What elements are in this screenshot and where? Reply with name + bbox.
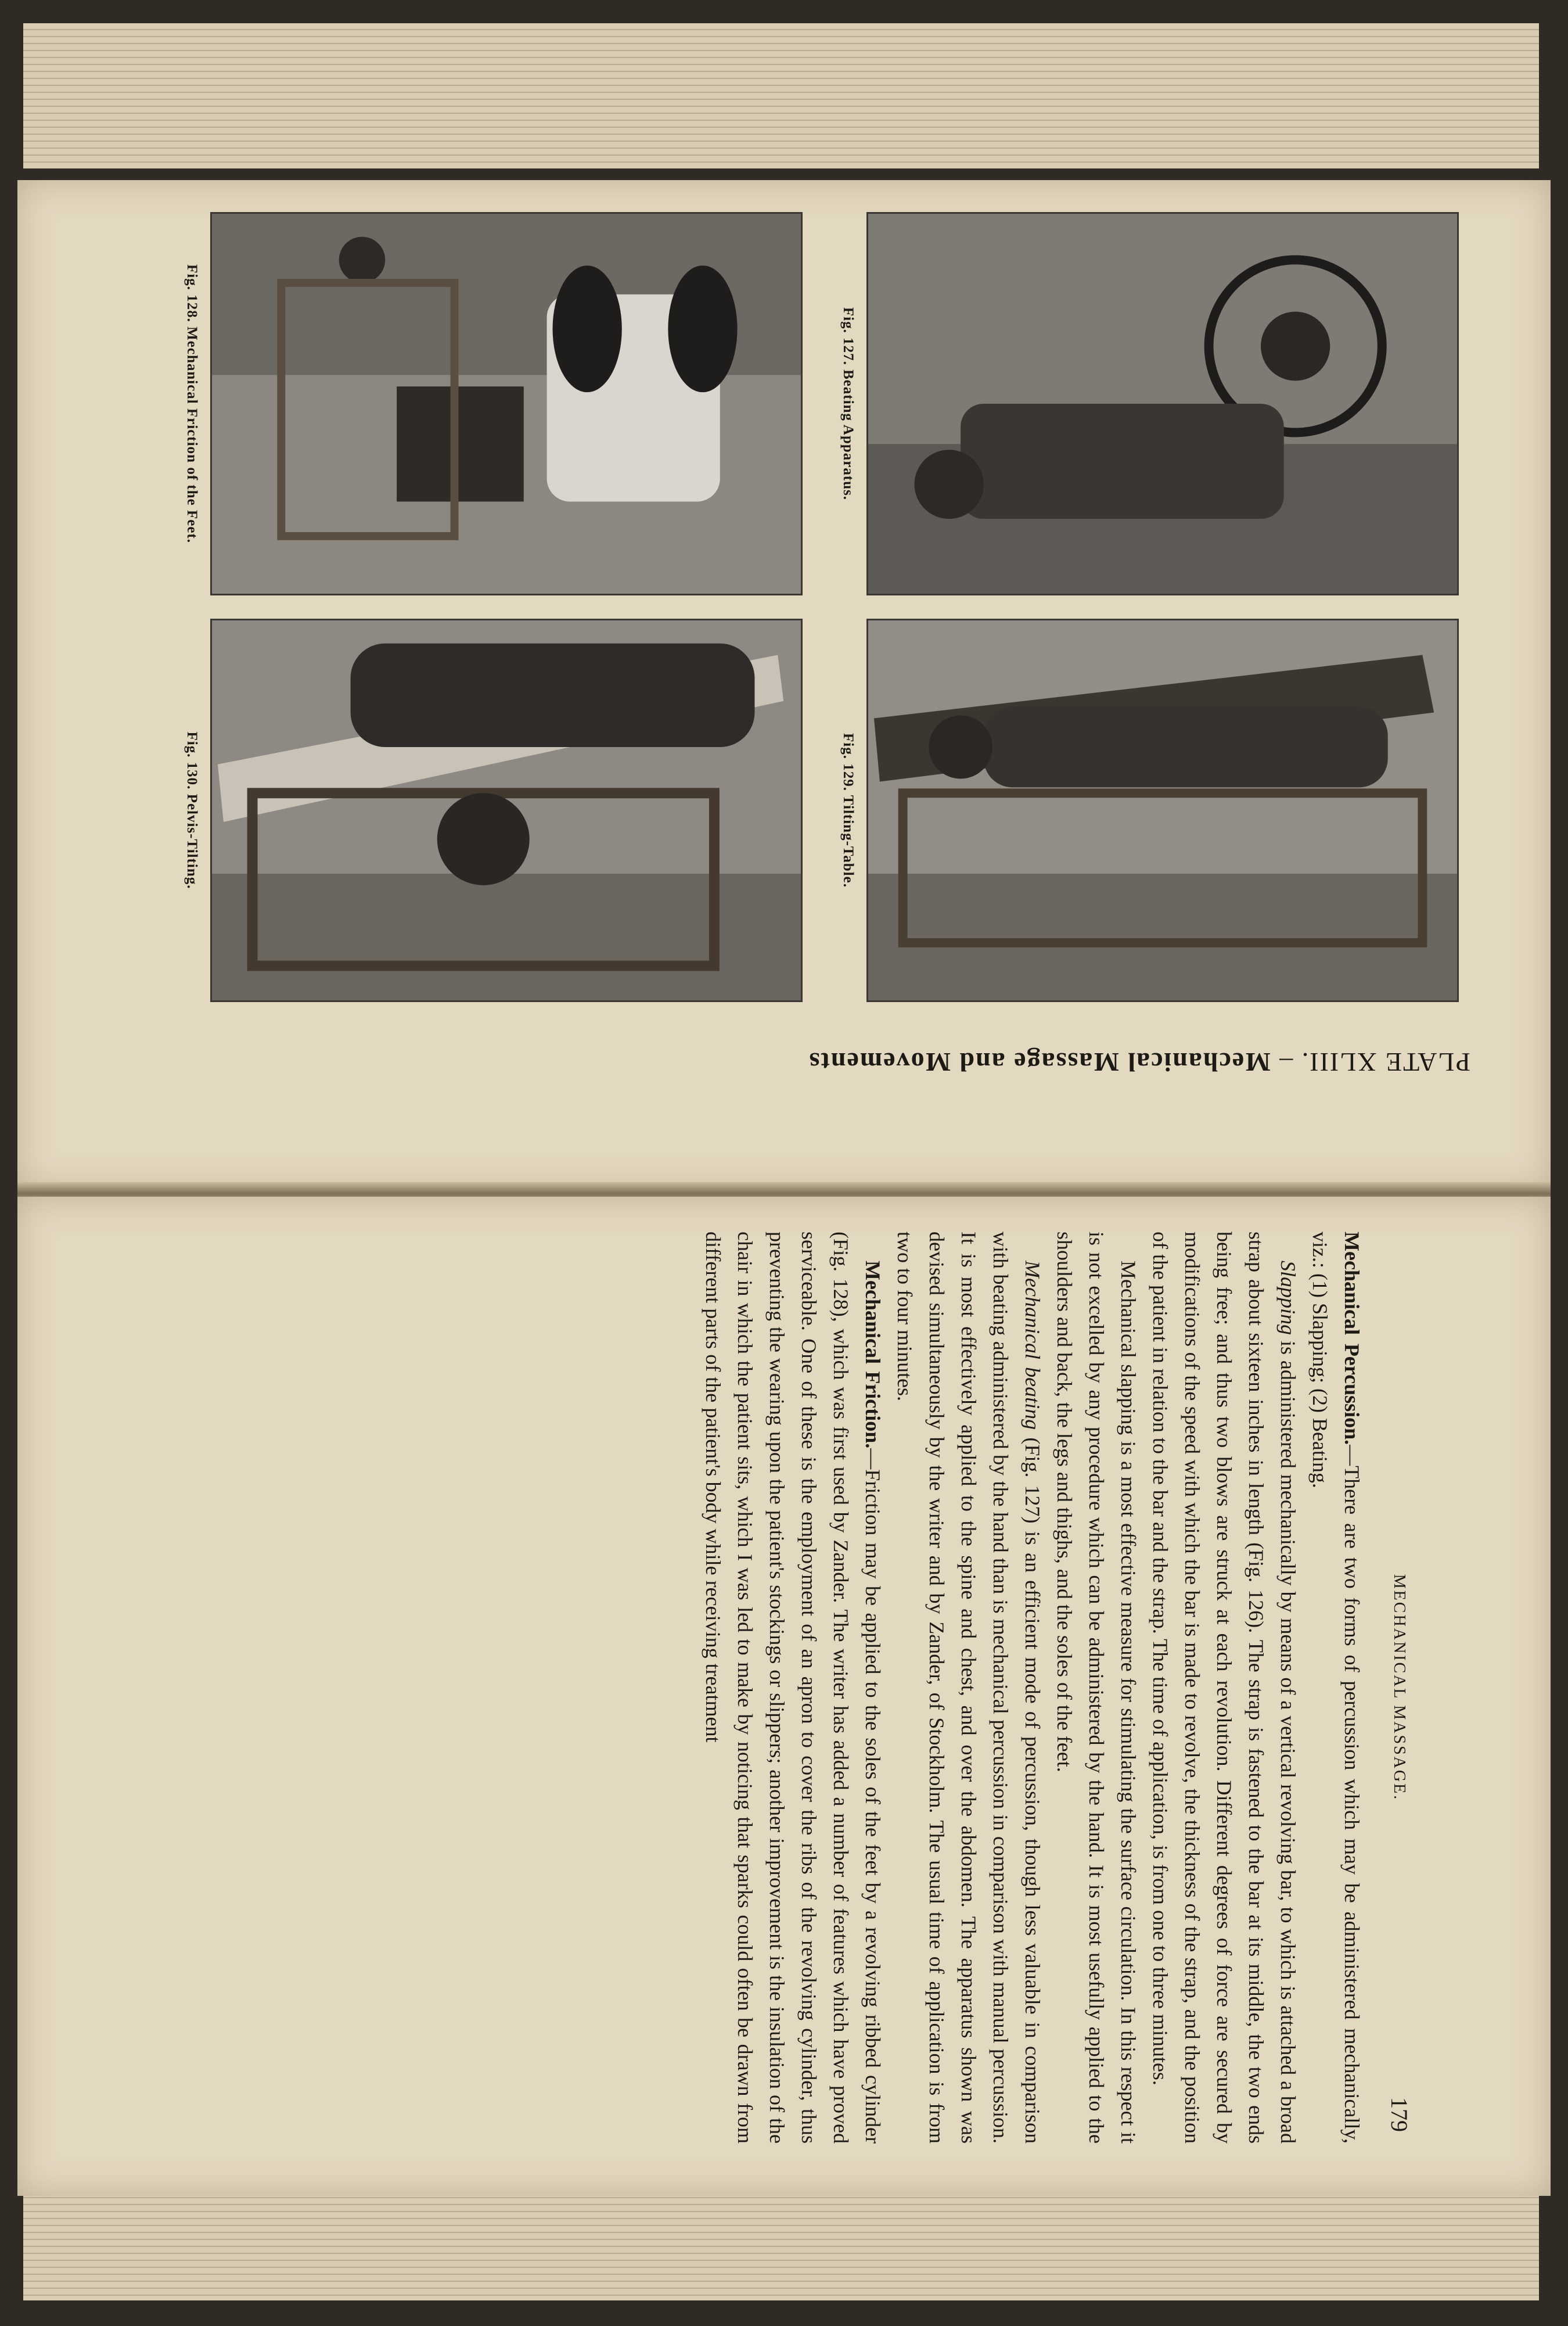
figure-127-caption: Fig. 127. Beating Apparatus.	[840, 307, 856, 501]
paragraph-text: is administered mechanically by means of a vertical revolving bar, to which is attached a broad strap about sixteen inches in length (Fig. 126). The strap is fastened to the bar at its middle, the two ends being free; and thus two blows are struck at each revolution. Different degrees of force are secured by modifications of the speed with which the bar is made to revolve, the thickness of the strap, and the position of the patient in relation to the bar and the strap. The time of application, is from one to three minutes.	[1149, 1232, 1300, 2144]
photo-pelvis-tilting	[210, 619, 803, 1002]
figure-127	[840, 212, 1459, 595]
paragraph-text: Mechanical slapping is a most effective measure for stimulating the surface circulation. In this respect it is not excelled by any procedure which can be administered by the hand. It is most usefully applied to the shoulders and back, the legs and thighs, and the soles of the feet.	[1053, 1232, 1140, 2144]
text-content	[270, 1232, 1412, 2144]
plate-content	[117, 212, 1470, 1194]
term-slapping: Slapping	[1276, 1261, 1300, 1336]
page-edges-bottom	[23, 2184, 1539, 2300]
paragraph-friction	[697, 1232, 889, 2144]
paragraph-percussion	[1304, 1232, 1368, 2144]
paragraph-text: —Friction may be applied to the soles of the feet by a revolving ribbed cylinder (Fig. 128), which was first used by Zander. The writer has added a number of features which have proved serviceable. One of these is the employment of an apron to cover the ribs of the revolving cylinder, thus preventing the wearing upon the patient's stockings or slippers; another improvement is the insulation of the chair in which the patient sits, which I was led to make by noticing that sparks could often be drawn from different parts of the patient's body while receiving treatment	[702, 1232, 884, 2144]
plate-title-subject: Mechanical Massage and Movements	[808, 1047, 1271, 1077]
plate-title	[117, 1037, 1470, 1078]
photo-tilting-table	[866, 619, 1459, 1002]
heading-mechanical-percussion: Mechanical Percussion.	[1340, 1232, 1364, 1445]
figure-128	[184, 212, 803, 595]
term-mechanical-beating: Mechanical beating	[1021, 1261, 1044, 1430]
page-edges-top	[23, 23, 1539, 168]
paragraph-slapping	[1144, 1232, 1304, 2144]
page-number: 179	[1386, 2097, 1412, 2132]
paragraph-slapping-effect	[1048, 1232, 1144, 2144]
figure-128-caption: Fig. 128. Mechanical Friction of the Feet.	[184, 264, 200, 544]
paragraph-text: (Fig. 127) is an efficient mode of percussion, though less valuable in comparison with beating administered by the hand than is mechanical percussion in comparison with manual percussion. It is most effectively applied to the spine and chest, and over the abdomen. The apparatus shown was devised simultaneously by the writer and by Zander, of Stockholm. The usual time of application is from two to four minutes.	[893, 1232, 1044, 2144]
running-head: MECHANICAL MASSAGE.	[1390, 1574, 1408, 1801]
paragraph-text: —There are two forms of percussion which may be administered mechanically, viz.: (1) Slapping; (2) Beating.	[1308, 1232, 1364, 2144]
photo-mechanical-friction-feet	[210, 212, 803, 595]
body-text	[697, 1232, 1368, 2144]
heading-mechanical-friction: Mechanical Friction.	[861, 1261, 884, 1449]
figure-129	[840, 619, 1459, 1002]
paragraph-beating	[889, 1232, 1048, 2144]
figure-129-caption: Fig. 129. Tilting-Table.	[840, 733, 856, 888]
photo-beating-apparatus	[866, 212, 1459, 595]
plate-title-number: PLATE XLIII. –	[1278, 1047, 1470, 1077]
figure-130	[184, 619, 803, 1002]
figure-130-caption: Fig. 130. Pelvis-Tilting.	[184, 731, 200, 889]
